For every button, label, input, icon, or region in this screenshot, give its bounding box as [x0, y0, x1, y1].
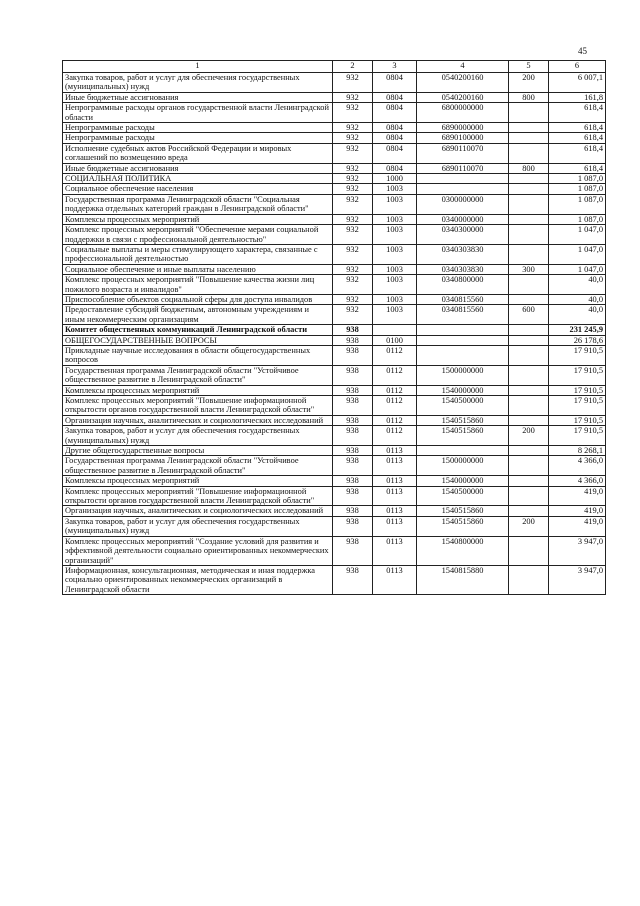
row-amount: 17 910,5: [549, 415, 606, 425]
table-row: [63, 345, 606, 365]
row-ved-code: 938: [333, 486, 373, 506]
row-section-code: 1003: [373, 275, 417, 295]
row-name: Социальные выплаты и меры стимулирующего характера, связанные с профессиональной деятельностью: [63, 244, 333, 264]
row-ved-code: 932: [333, 92, 373, 102]
row-name: Предоставление субсидий бюджетным, автономным учреждениям и иным некоммерческим организациям: [63, 305, 333, 325]
row-amount: 17 910,5: [549, 426, 606, 446]
row-amount: 1 047,0: [549, 264, 606, 274]
row-ved-code: 932: [333, 73, 373, 93]
row-section-code: 0113: [373, 446, 417, 456]
row-target-code: 0340000000: [417, 214, 509, 224]
row-expense-type: [509, 335, 549, 345]
table-row: [63, 426, 606, 446]
row-amount: 419,0: [549, 506, 606, 516]
row-target-code: [417, 446, 509, 456]
row-expense-type: 200: [509, 73, 549, 93]
row-target-code: [417, 325, 509, 335]
table-row: [63, 214, 606, 224]
row-section-code: 1003: [373, 305, 417, 325]
row-name: Прикладные научные исследования в области общегосударственных вопросов: [63, 345, 333, 365]
row-section-code: 0804: [373, 133, 417, 143]
row-amount: 618,4: [549, 123, 606, 133]
row-amount: 1 087,0: [549, 184, 606, 194]
row-target-code: 0540200160: [417, 73, 509, 93]
page-number: 45: [578, 46, 587, 56]
table-row: [63, 133, 606, 143]
row-section-code: 0112: [373, 396, 417, 416]
table-row: [63, 174, 606, 184]
row-name: Комплекс процессных мероприятий "Повышение качества жизни лиц пожилого возраста и инвалидов": [63, 275, 333, 295]
table-row: [63, 335, 606, 345]
row-section-code: 0112: [373, 426, 417, 446]
row-amount: 1 047,0: [549, 225, 606, 245]
row-name: Непрограммные расходы: [63, 123, 333, 133]
row-expense-type: [509, 133, 549, 143]
row-target-code: 1500000000: [417, 456, 509, 476]
row-section-code: 0804: [373, 123, 417, 133]
row-ved-code: 932: [333, 103, 373, 123]
row-amount: 3 947,0: [549, 536, 606, 565]
row-section-code: 1003: [373, 194, 417, 214]
row-section-code: 0112: [373, 385, 417, 395]
row-amount: 8 268,1: [549, 446, 606, 456]
row-expense-type: [509, 396, 549, 416]
header-col-3: 3: [373, 61, 417, 73]
table-row: [63, 385, 606, 395]
row-name: Социальное обеспечение населения: [63, 184, 333, 194]
row-section-code: 0804: [373, 163, 417, 173]
header-col-1: 1: [63, 61, 333, 73]
row-name: Непрограммные расходы: [63, 133, 333, 143]
row-name: Закупка товаров, работ и услуг для обеспечения государственных (муниципальных) нужд: [63, 426, 333, 446]
row-target-code: 0340815560: [417, 305, 509, 325]
row-target-code: 1540515860: [417, 516, 509, 536]
row-name: Непрограммные расходы органов государственной власти Ленинградской области: [63, 103, 333, 123]
row-expense-type: 800: [509, 92, 549, 102]
row-name: ОБЩЕГОСУДАРСТВЕННЫЕ ВОПРОСЫ: [63, 335, 333, 345]
row-name: Социальное обеспечение и иные выплаты населению: [63, 264, 333, 274]
row-amount: 1 087,0: [549, 194, 606, 214]
header-col-5: 5: [509, 61, 549, 73]
row-section-code: [373, 325, 417, 335]
row-expense-type: [509, 415, 549, 425]
row-name: Комплекс процессных мероприятий "Обеспечение мерами социальной поддержки в связи с профессиональной деятельностью": [63, 225, 333, 245]
row-section-code: 0113: [373, 506, 417, 516]
row-amount: 161,8: [549, 92, 606, 102]
row-expense-type: [509, 536, 549, 565]
row-ved-code: 938: [333, 345, 373, 365]
row-amount: 231 245,9: [549, 325, 606, 335]
row-amount: 17 910,5: [549, 345, 606, 365]
row-ved-code: 938: [333, 426, 373, 446]
budget-table: [62, 60, 606, 595]
row-ved-code: 938: [333, 385, 373, 395]
table-row: [63, 143, 606, 163]
row-ved-code: 932: [333, 123, 373, 133]
row-target-code: 6890000000: [417, 123, 509, 133]
row-name: Организация научных, аналитических и социологических исследований: [63, 415, 333, 425]
row-section-code: 0804: [373, 103, 417, 123]
row-name: Организация научных, аналитических и социологических исследований: [63, 506, 333, 516]
row-amount: 40,0: [549, 305, 606, 325]
row-amount: 1 087,0: [549, 174, 606, 184]
row-name: Иные бюджетные ассигнования: [63, 163, 333, 173]
row-section-code: 0112: [373, 345, 417, 365]
row-ved-code: 932: [333, 184, 373, 194]
table-row: [63, 536, 606, 565]
row-section-code: 0112: [373, 415, 417, 425]
row-target-code: [417, 184, 509, 194]
row-expense-type: [509, 225, 549, 245]
row-name: Иные бюджетные ассигнования: [63, 92, 333, 102]
row-target-code: 1540000000: [417, 385, 509, 395]
row-expense-type: [509, 143, 549, 163]
row-ved-code: 932: [333, 225, 373, 245]
row-section-code: 0100: [373, 335, 417, 345]
row-ved-code: 932: [333, 264, 373, 274]
row-target-code: 1540800000: [417, 536, 509, 565]
row-ved-code: 932: [333, 194, 373, 214]
row-target-code: 1540815880: [417, 565, 509, 594]
table-row: [63, 225, 606, 245]
row-target-code: 0340800000: [417, 275, 509, 295]
row-section-code: 0804: [373, 92, 417, 102]
row-name: Закупка товаров, работ и услуг для обеспечения государственных (муниципальных) нужд: [63, 73, 333, 93]
row-name: Приспособление объектов социальной сферы для доступа инвалидов: [63, 294, 333, 304]
row-expense-type: [509, 184, 549, 194]
row-ved-code: 938: [333, 476, 373, 486]
row-section-code: 1003: [373, 294, 417, 304]
table-row: [63, 264, 606, 274]
row-expense-type: [509, 294, 549, 304]
row-section-code: 0804: [373, 73, 417, 93]
row-amount: 419,0: [549, 516, 606, 536]
row-section-code: 0113: [373, 456, 417, 476]
row-name: Государственная программа Ленинградской области "Устойчивое общественное развитие в Ленинградской области": [63, 456, 333, 476]
row-name: Комплекс процессных мероприятий "Повышение информационной открытости органов государственной власти Ленинградской области": [63, 486, 333, 506]
row-target-code: 1540500000: [417, 396, 509, 416]
row-target-code: 6890110070: [417, 143, 509, 163]
row-name: Комплексы процессных мероприятий: [63, 476, 333, 486]
table-row: [63, 325, 606, 335]
row-target-code: 1500000000: [417, 365, 509, 385]
row-name: Государственная программа Ленинградской области "Социальная поддержка отдельных категорий граждан в Ленинградской области": [63, 194, 333, 214]
row-section-code: 0112: [373, 365, 417, 385]
table-row: [63, 365, 606, 385]
row-ved-code: 938: [333, 516, 373, 536]
row-section-code: 0113: [373, 486, 417, 506]
row-amount: 17 910,5: [549, 396, 606, 416]
row-section-code: 1003: [373, 244, 417, 264]
table-row: [63, 396, 606, 416]
row-ved-code: 932: [333, 174, 373, 184]
row-name: Другие общегосударственные вопросы: [63, 446, 333, 456]
row-expense-type: [509, 123, 549, 133]
row-expense-type: 300: [509, 264, 549, 274]
row-name: СОЦИАЛЬНАЯ ПОЛИТИКА: [63, 174, 333, 184]
row-amount: 618,4: [549, 133, 606, 143]
row-target-code: 1540515860: [417, 426, 509, 446]
row-amount: 17 910,5: [549, 365, 606, 385]
row-name: Комитет общественных коммуникаций Ленинградской области: [63, 325, 333, 335]
row-target-code: [417, 345, 509, 365]
table-row: [63, 506, 606, 516]
row-expense-type: [509, 214, 549, 224]
table-row: [63, 294, 606, 304]
row-ved-code: 938: [333, 415, 373, 425]
row-target-code: 1540515860: [417, 415, 509, 425]
table-row: [63, 415, 606, 425]
row-expense-type: [509, 565, 549, 594]
table-row: [63, 92, 606, 102]
row-section-code: 1003: [373, 184, 417, 194]
row-ved-code: 932: [333, 133, 373, 143]
table-row: [63, 194, 606, 214]
row-target-code: 6800000000: [417, 103, 509, 123]
row-amount: 26 178,6: [549, 335, 606, 345]
table-row: [63, 565, 606, 594]
row-expense-type: [509, 275, 549, 295]
row-target-code: 1540500000: [417, 486, 509, 506]
row-ved-code: 938: [333, 365, 373, 385]
row-expense-type: 200: [509, 516, 549, 536]
row-ved-code: 932: [333, 275, 373, 295]
row-target-code: 0340303830: [417, 244, 509, 264]
row-target-code: [417, 174, 509, 184]
row-ved-code: 932: [333, 244, 373, 264]
row-section-code: 1000: [373, 174, 417, 184]
row-name: Государственная программа Ленинградской области "Устойчивое общественное развитие в Ленинградской области": [63, 365, 333, 385]
row-amount: 4 366,0: [549, 476, 606, 486]
row-amount: 17 910,5: [549, 385, 606, 395]
table-row: [63, 476, 606, 486]
row-ved-code: 938: [333, 396, 373, 416]
row-target-code: 0340815560: [417, 294, 509, 304]
row-expense-type: [509, 345, 549, 365]
row-target-code: 6890100000: [417, 133, 509, 143]
row-name: Исполнение судебных актов Российской Федерации и мировых соглашений по возмещению вреда: [63, 143, 333, 163]
table-row: [63, 305, 606, 325]
row-target-code: 1540000000: [417, 476, 509, 486]
table-row: [63, 275, 606, 295]
row-section-code: 0113: [373, 516, 417, 536]
row-amount: 4 366,0: [549, 456, 606, 476]
row-expense-type: 800: [509, 163, 549, 173]
row-amount: 40,0: [549, 275, 606, 295]
row-amount: 3 947,0: [549, 565, 606, 594]
row-target-code: 0340300000: [417, 225, 509, 245]
header-col-6: 6: [549, 61, 606, 73]
row-expense-type: [509, 385, 549, 395]
row-ved-code: 932: [333, 214, 373, 224]
table-row: [63, 73, 606, 93]
row-ved-code: 932: [333, 294, 373, 304]
row-amount: 618,4: [549, 163, 606, 173]
row-expense-type: [509, 486, 549, 506]
row-expense-type: [509, 476, 549, 486]
table-row: [63, 516, 606, 536]
row-expense-type: [509, 325, 549, 335]
row-expense-type: [509, 365, 549, 385]
row-ved-code: 932: [333, 305, 373, 325]
row-target-code: 0340303830: [417, 264, 509, 274]
row-section-code: 1003: [373, 214, 417, 224]
row-amount: 1 047,0: [549, 244, 606, 264]
row-name: Комплекс процессных мероприятий "Повышение информационной открытости органов государственной власти Ленинградской области": [63, 396, 333, 416]
row-ved-code: 938: [333, 325, 373, 335]
table-row: [63, 163, 606, 173]
row-target-code: 0300000000: [417, 194, 509, 214]
table-row: [63, 456, 606, 476]
row-name: Комплексы процессных мероприятий: [63, 214, 333, 224]
row-expense-type: [509, 506, 549, 516]
table-header-row: [63, 61, 606, 73]
table-row: [63, 486, 606, 506]
row-name: Комплексы процессных мероприятий: [63, 385, 333, 395]
header-col-2: 2: [333, 61, 373, 73]
row-expense-type: [509, 446, 549, 456]
row-section-code: 1003: [373, 264, 417, 274]
row-amount: 618,4: [549, 143, 606, 163]
table-row: [63, 446, 606, 456]
row-target-code: 0540200160: [417, 92, 509, 102]
row-target-code: 1540515860: [417, 506, 509, 516]
row-name: Комплекс процессных мероприятий "Создание условий для развития и эффективной деятельности социально ориентированных некоммерческих организаций": [63, 536, 333, 565]
row-expense-type: [509, 174, 549, 184]
row-section-code: 0113: [373, 565, 417, 594]
row-name: Информационная, консультационная, методическая и иная поддержка социально ориентированных некоммерческих организаций в Ленинградской области: [63, 565, 333, 594]
row-amount: 1 087,0: [549, 214, 606, 224]
table-row: [63, 123, 606, 133]
row-ved-code: 938: [333, 536, 373, 565]
row-expense-type: [509, 456, 549, 476]
row-expense-type: 200: [509, 426, 549, 446]
row-target-code: [417, 335, 509, 345]
row-expense-type: 600: [509, 305, 549, 325]
row-expense-type: [509, 103, 549, 123]
row-ved-code: 932: [333, 143, 373, 163]
row-section-code: 0113: [373, 536, 417, 565]
row-section-code: 0113: [373, 476, 417, 486]
row-target-code: 6890110070: [417, 163, 509, 173]
row-name: Закупка товаров, работ и услуг для обеспечения государственных (муниципальных) нужд: [63, 516, 333, 536]
row-ved-code: 932: [333, 163, 373, 173]
row-amount: 618,4: [549, 103, 606, 123]
row-ved-code: 938: [333, 506, 373, 516]
table-row: [63, 244, 606, 264]
row-section-code: 0804: [373, 143, 417, 163]
row-ved-code: 938: [333, 565, 373, 594]
row-ved-code: 938: [333, 456, 373, 476]
row-expense-type: [509, 244, 549, 264]
row-ved-code: 938: [333, 335, 373, 345]
table-row: [63, 103, 606, 123]
row-expense-type: [509, 194, 549, 214]
row-amount: 6 007,1: [549, 73, 606, 93]
table-row: [63, 184, 606, 194]
row-ved-code: 938: [333, 446, 373, 456]
row-amount: 40,0: [549, 294, 606, 304]
row-amount: 419,0: [549, 486, 606, 506]
row-section-code: 1003: [373, 225, 417, 245]
header-col-4: 4: [417, 61, 509, 73]
